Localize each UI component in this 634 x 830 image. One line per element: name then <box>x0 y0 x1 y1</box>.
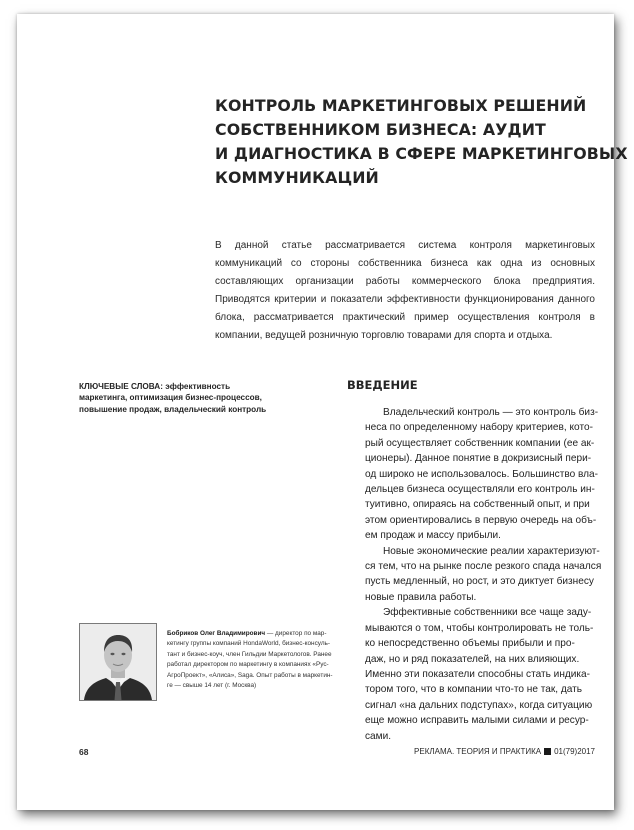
body-line: мываются о том, чтобы контролировать не толь- <box>365 622 594 634</box>
journal-name: РЕКЛАМА. ТЕОРИЯ И ПРАКТИКА <box>414 747 542 756</box>
body-line: дельцев бизнеса осуществляли его контроль ин- <box>365 484 595 496</box>
body-line: неса по определенному набору критериев, кото- <box>365 422 593 434</box>
body-line: пусть медленный, но рост, и это диктует бизнесу <box>365 576 594 588</box>
author-bio-line: ге — свыше 14 лет (г. Москва) <box>167 682 257 690</box>
body-line: ем продаж и массу прибыли. <box>365 530 501 542</box>
author-bio-line: кетингу группы компаний HondaWorld, бизнес-консуль- <box>167 640 331 648</box>
title-line: КОММУНИКАЦИЙ <box>215 168 379 187</box>
body-line: Именно эти показатели способны стать индика- <box>365 668 591 680</box>
author-bio-line: тант и бизнес-коуч, член Гильдии Маркетологов. Ранее <box>167 650 332 658</box>
article-abstract: В данной статье рассматривается система контроля маркетинговых коммуникаций со стороны собственника бизнеса как одна из основных составляющих организации работы коммерческого блока предприятия. Приводятся критерии и показатели эффективности функционирования данного блока, рассматривается практический пример осуществления контроля в компании, ведущей розничную торговлю товарами для спорта и отдыха. <box>215 240 595 341</box>
journal-issue: 01(79)2017 <box>554 747 595 756</box>
body-line: од широко не использовалось. Большинство вла- <box>365 468 599 480</box>
author-bio-line: работал директором по маркетингу в компаниях «Рус- <box>167 661 329 669</box>
journal-footer <box>414 747 595 756</box>
body-line: ко непосредственно объемы прибыли и про- <box>365 638 575 650</box>
title-line: КОНТРОЛЬ МАРКЕТИНГОВЫХ РЕШЕНИЙ <box>215 96 587 115</box>
title-line: И ДИАГНОСТИКА В СФЕРЕ МАРКЕТИНГОВЫХ <box>215 144 628 163</box>
journal-page <box>17 14 628 810</box>
title-line: СОБСТВЕННИКОМ БИЗНЕСА: АУДИТ <box>215 120 546 139</box>
body-paragraph <box>347 544 602 606</box>
author-bio-line: АгроПроект», «Алиса», Saga. Опыт работы в маркетин- <box>167 671 333 679</box>
author-name: Бобриков Олег Владимирович <box>167 630 266 637</box>
body-paragraph <box>347 605 595 744</box>
body-line: новые правила работы. <box>365 591 477 603</box>
author-bio-text: — директор по мар- <box>265 630 327 637</box>
body-line: ционеры). Данное понятие в докризисный пери- <box>365 453 592 465</box>
body-line: даж, но и ряд показателей, на них влияющих. <box>365 653 580 665</box>
article-title <box>215 94 628 190</box>
body-line: тором того, что в компании что-то не так, дать <box>365 684 583 696</box>
body-line: туитивно, опираясь на собственный опыт, и при <box>365 499 590 511</box>
body-line: рый осуществляет собственник компании (ее ак- <box>365 437 595 449</box>
square-separator-icon <box>544 748 551 755</box>
body-line: ся тем, что на рынке после резкого спада начался <box>365 561 602 573</box>
keywords: КЛЮЧЕВЫЕ СЛОВА: эффективность маркетинга, оптимизация бизнес-процессов, повышение продаж, владельческий контроль <box>79 382 267 414</box>
author-bio-line <box>167 629 332 639</box>
section-heading-introduction: ВВЕДЕНИЕ <box>347 378 418 392</box>
author-bio <box>167 629 332 691</box>
body-line: Владельческий контроль — это контроль биз- <box>383 407 599 418</box>
author-portrait-icon <box>80 624 156 700</box>
body-line: этом ориентировались в первую очередь на объ- <box>365 514 597 526</box>
author-photo <box>79 623 157 701</box>
body-line: еще можно исправить малыми силами и ресур- <box>365 715 589 727</box>
article-body <box>347 405 602 744</box>
page-number: 68 <box>79 747 89 757</box>
body-line: Эффективные собственники все чаще заду- <box>383 607 592 619</box>
body-line: сами. <box>365 730 392 742</box>
body-paragraph <box>347 405 599 544</box>
body-line: сигнал «на дальних подступах», когда ситуацию <box>365 699 593 711</box>
body-line: Новые экономические реалии характеризуют- <box>383 545 600 557</box>
